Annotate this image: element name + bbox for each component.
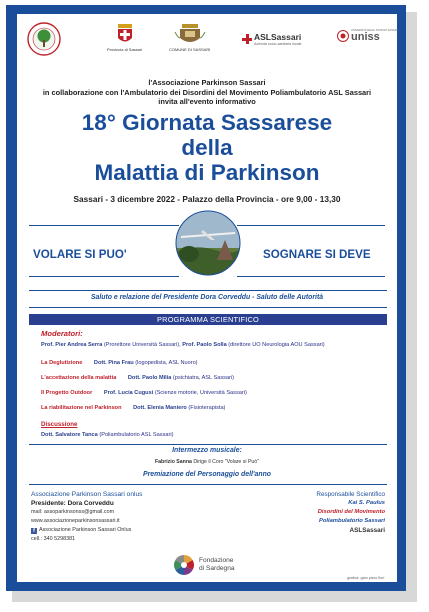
uniss-name: uniss bbox=[351, 31, 380, 43]
discussione-label-row bbox=[41, 421, 391, 428]
footer-mail: mail: assoparkinsonss@gmail.com bbox=[31, 509, 115, 515]
divider-right bbox=[237, 225, 385, 226]
saluto-line: Saluto e relazione del Presidente Dora Corveddu - Saluto delle Autorità bbox=[90, 294, 324, 301]
intro-line-1: l'Associazione Parkinson Sassari bbox=[148, 78, 266, 87]
fondazione-line-1: Fondazione bbox=[199, 557, 234, 564]
responsabile-asl: ASLSassari bbox=[349, 527, 385, 534]
divider-left-bottom bbox=[29, 276, 179, 277]
title-line-2: della bbox=[181, 135, 233, 160]
intro-line-2: in collaborazione con l'Ambulatorio dei Disordini del Movimento Poliambulatorio ASL Sassari bbox=[42, 87, 372, 97]
comune-caption: COMUNE DI SASSARI bbox=[169, 47, 211, 52]
association-logo bbox=[27, 22, 61, 56]
sognare-slogan: SOGNARE SI DEVE bbox=[263, 248, 371, 261]
intermezzo-divider-bottom bbox=[29, 484, 387, 485]
comune-crest-icon bbox=[173, 24, 207, 46]
provincia-caption: Provincia di Sassari bbox=[107, 47, 143, 52]
intermezzo-name: Fabrizio Sanna bbox=[154, 459, 192, 465]
intro-block bbox=[17, 78, 397, 107]
intermezzo-divider-top bbox=[29, 444, 387, 445]
moderatori-label: Moderatori: bbox=[41, 329, 83, 338]
talk-topic: La riabilitazione nel Parkinson bbox=[41, 405, 122, 411]
tree-seal-icon bbox=[27, 22, 61, 56]
intermezzo-label: Intermezzo musicale: bbox=[172, 447, 242, 454]
moderator-1-name: Prof. Pier Andrea Serra bbox=[41, 342, 103, 348]
talk-topic: Il Progetto Outdoor bbox=[41, 390, 93, 396]
uniss-small-text: UNIVERSITÀ DEGLI STUDI DI SASSARI bbox=[351, 29, 399, 32]
responsabile-name: Kai S. Paulus bbox=[348, 500, 385, 506]
footer-org: Associazione Parkinson Sassari onlus bbox=[31, 491, 143, 498]
saluto-divider-bottom bbox=[29, 307, 387, 308]
discussione-role: (Poliambulatorio ASL Sassari) bbox=[99, 432, 174, 438]
uniss-emblem-icon bbox=[337, 30, 349, 42]
talk-topic: La Deglutizione bbox=[41, 360, 83, 366]
footer-web: www.associazioneparkinsonsassari.it bbox=[31, 518, 120, 524]
talk-row bbox=[41, 360, 391, 366]
discussione-label: Discussione bbox=[41, 421, 78, 428]
responsabile-label: Responsabile Scientifico bbox=[316, 491, 385, 498]
talk-topic: L'accettazione della malattia bbox=[41, 375, 117, 381]
title-line-3: Malattia di Parkinson bbox=[94, 160, 320, 185]
footer-cell: cell.: 340 5298381 bbox=[31, 536, 76, 542]
footer-left bbox=[31, 490, 142, 544]
volare-slogan: VOLARE SI PUO' bbox=[33, 248, 127, 261]
talk-row bbox=[41, 375, 391, 381]
footer-president: Presidente: Dora Corveddu bbox=[31, 500, 114, 507]
responsabile-dept-1: Disordini del Movimento bbox=[317, 509, 385, 515]
intro-line-3: invita all'evento informativo bbox=[158, 97, 256, 107]
talk-speaker: Dott. Paolo Milia bbox=[127, 375, 172, 381]
moderator-1-role: (Prorettore Università Sassari), bbox=[103, 342, 181, 348]
talk-speaker: Dott. Elenia Maniero bbox=[133, 405, 187, 411]
asl-logo bbox=[242, 32, 302, 46]
footer-right bbox=[257, 490, 385, 535]
talk-speaker: Dott. Pina Frau bbox=[93, 360, 134, 366]
glider-landscape-icon bbox=[175, 210, 241, 276]
talk-speaker: Prof. Lucia Cugusi bbox=[103, 390, 154, 396]
date-location: Sassari - 3 dicembre 2022 - Palazzo della Provincia - ore 9,00 - 13,30 bbox=[73, 194, 341, 204]
talk-role: (logopedista, ASL Nuoro) bbox=[135, 360, 198, 366]
saluto-divider-top bbox=[29, 290, 387, 291]
talk-role: (Scienze motorie, Università Sassari) bbox=[154, 390, 247, 396]
title-line-1: 18° Giornata Sassarese bbox=[81, 110, 333, 135]
talk-row bbox=[41, 405, 391, 411]
discussione-speaker-row bbox=[41, 432, 391, 438]
fondazione-emblem-icon bbox=[173, 554, 195, 576]
graphic-credit: grafica: gian piero fiori bbox=[347, 576, 385, 580]
talk-row bbox=[41, 390, 391, 396]
divider-right-bottom bbox=[237, 276, 385, 277]
provincia-logo bbox=[107, 24, 142, 52]
provincia-crest-icon bbox=[116, 24, 134, 46]
uniss-logo bbox=[337, 29, 399, 43]
talk-role: (Fisioterapista) bbox=[188, 405, 226, 411]
fondazione-line-2: di Sardegna bbox=[199, 565, 235, 572]
talk-role: (psichiatra, ASL Sassari) bbox=[172, 375, 235, 381]
intermezzo-line bbox=[17, 459, 397, 465]
intermezzo-desc: Dirige il Coro "Volare si Può" bbox=[193, 459, 260, 465]
responsabile-dept-2: Poliambulatorio Sassari bbox=[318, 518, 385, 524]
poster bbox=[17, 14, 397, 582]
event-title bbox=[17, 110, 397, 185]
moderator-2-role: (direttore UO Neurologia AOU Sassari) bbox=[228, 342, 325, 348]
glider-photo bbox=[175, 210, 241, 276]
comune-logo bbox=[169, 24, 210, 52]
fondazione-logo bbox=[173, 554, 235, 576]
asl-cross-icon bbox=[242, 34, 252, 44]
programma-banner: PROGRAMMA SCIENTIFICO bbox=[29, 314, 387, 325]
asl-name: ASLSassari bbox=[254, 32, 302, 42]
premiazione: Premiazione del Personaggio dell'anno bbox=[143, 471, 271, 478]
moderator-2-name: Prof. Paolo Solla bbox=[182, 342, 227, 348]
footer-facebook bbox=[31, 526, 142, 535]
divider-left bbox=[29, 225, 179, 226]
asl-subtitle: Azienda socio-sanitaria locale bbox=[254, 42, 302, 46]
moderators-line bbox=[41, 342, 391, 348]
discussione-speaker: Dott. Salvatore Tanca bbox=[41, 432, 98, 438]
footer-facebook-text: Associazione Parkinson Sassari Onlus bbox=[39, 527, 132, 533]
facebook-icon: f bbox=[31, 528, 37, 534]
